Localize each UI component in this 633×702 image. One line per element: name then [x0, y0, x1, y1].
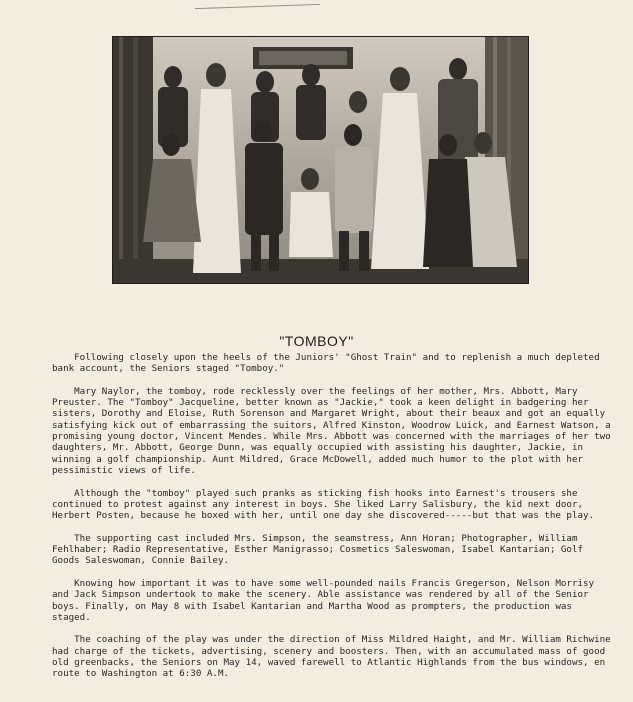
cast-photograph — [113, 37, 528, 283]
paragraph: Following closely upon the heels of the Juniors' "Ghost Train" and to replenish a much depleted bank account, the Seniors staged "Tomboy." — [52, 352, 606, 375]
paragraph: Mary Naylor, the tomboy, rode recklessly over the feelings of her mother, Mrs. Abbott, Mary Preuster. The "Tomboy" Jacqueline, better known as "Jackie," took a keen delight in badgering her sisters, Dorothy and Eloise, Ruth Sorenson and Margaret Wright, about their beaux and got an equally satisfying kick out of embarrassing the suitors, Alfred Kinston, Woodrow Luick, and Earnest Watson, a promising young doctor, Vincent Mendes. While Mrs. Abbott was concerned with the marriages of her two daughters, Mr. Abbott, George Dunn, was equally occupied with assisting his daughter, Jackie, in winning a golf championship. Aunt Mildred, Grace McDowell, added much humor to the plot with her pessimistic views of life. — [52, 385, 617, 476]
pencil-stroke — [195, 4, 320, 11]
play-title: "TOMBOY" — [279, 333, 354, 349]
paragraph: The supporting cast included Mrs. Simpson, the seamstress, Ann Horan; Photographer, William Fehlhaber; Radio Representative, Esther Manigrasso; Cosmetics Saleswoman, Isabel Kantarian; Golf Goods Saleswoman, Connie Bailey. — [52, 532, 589, 567]
article-body — [52, 352, 617, 680]
paragraph: The coaching of the play was under the direction of Miss Mildred Haight, and Mr. William Richwine had charge of the tickets, advertising, scenery and boosters. Then, with an accumulated mass of good old greenbacks, the Seniors on May 14, waved farewell to Atlantic Highlands from the bus windows, en route to Washington at 6:30 A.M. — [52, 634, 617, 680]
paragraph: Knowing how important it was to have some well-pounded nails Francis Gregerson, Nelson Morrisy and Jack Simpson undertook to make the scenery. Able assistance was rendered by all of the Senior boys. Finally, on May 8 with Isabel Kantarian and Martha Wood as prompters, the production was staged. — [52, 577, 600, 623]
paragraph: Although the "tomboy" played such pranks as sticking fish hooks into Earnest's trousers she continued to protest against any interest in boys. She liked Larry Salisbury, the kid next door, Herbert Posten, because he boxed with her, until one day she discovered-----but that was the play. — [52, 487, 595, 522]
